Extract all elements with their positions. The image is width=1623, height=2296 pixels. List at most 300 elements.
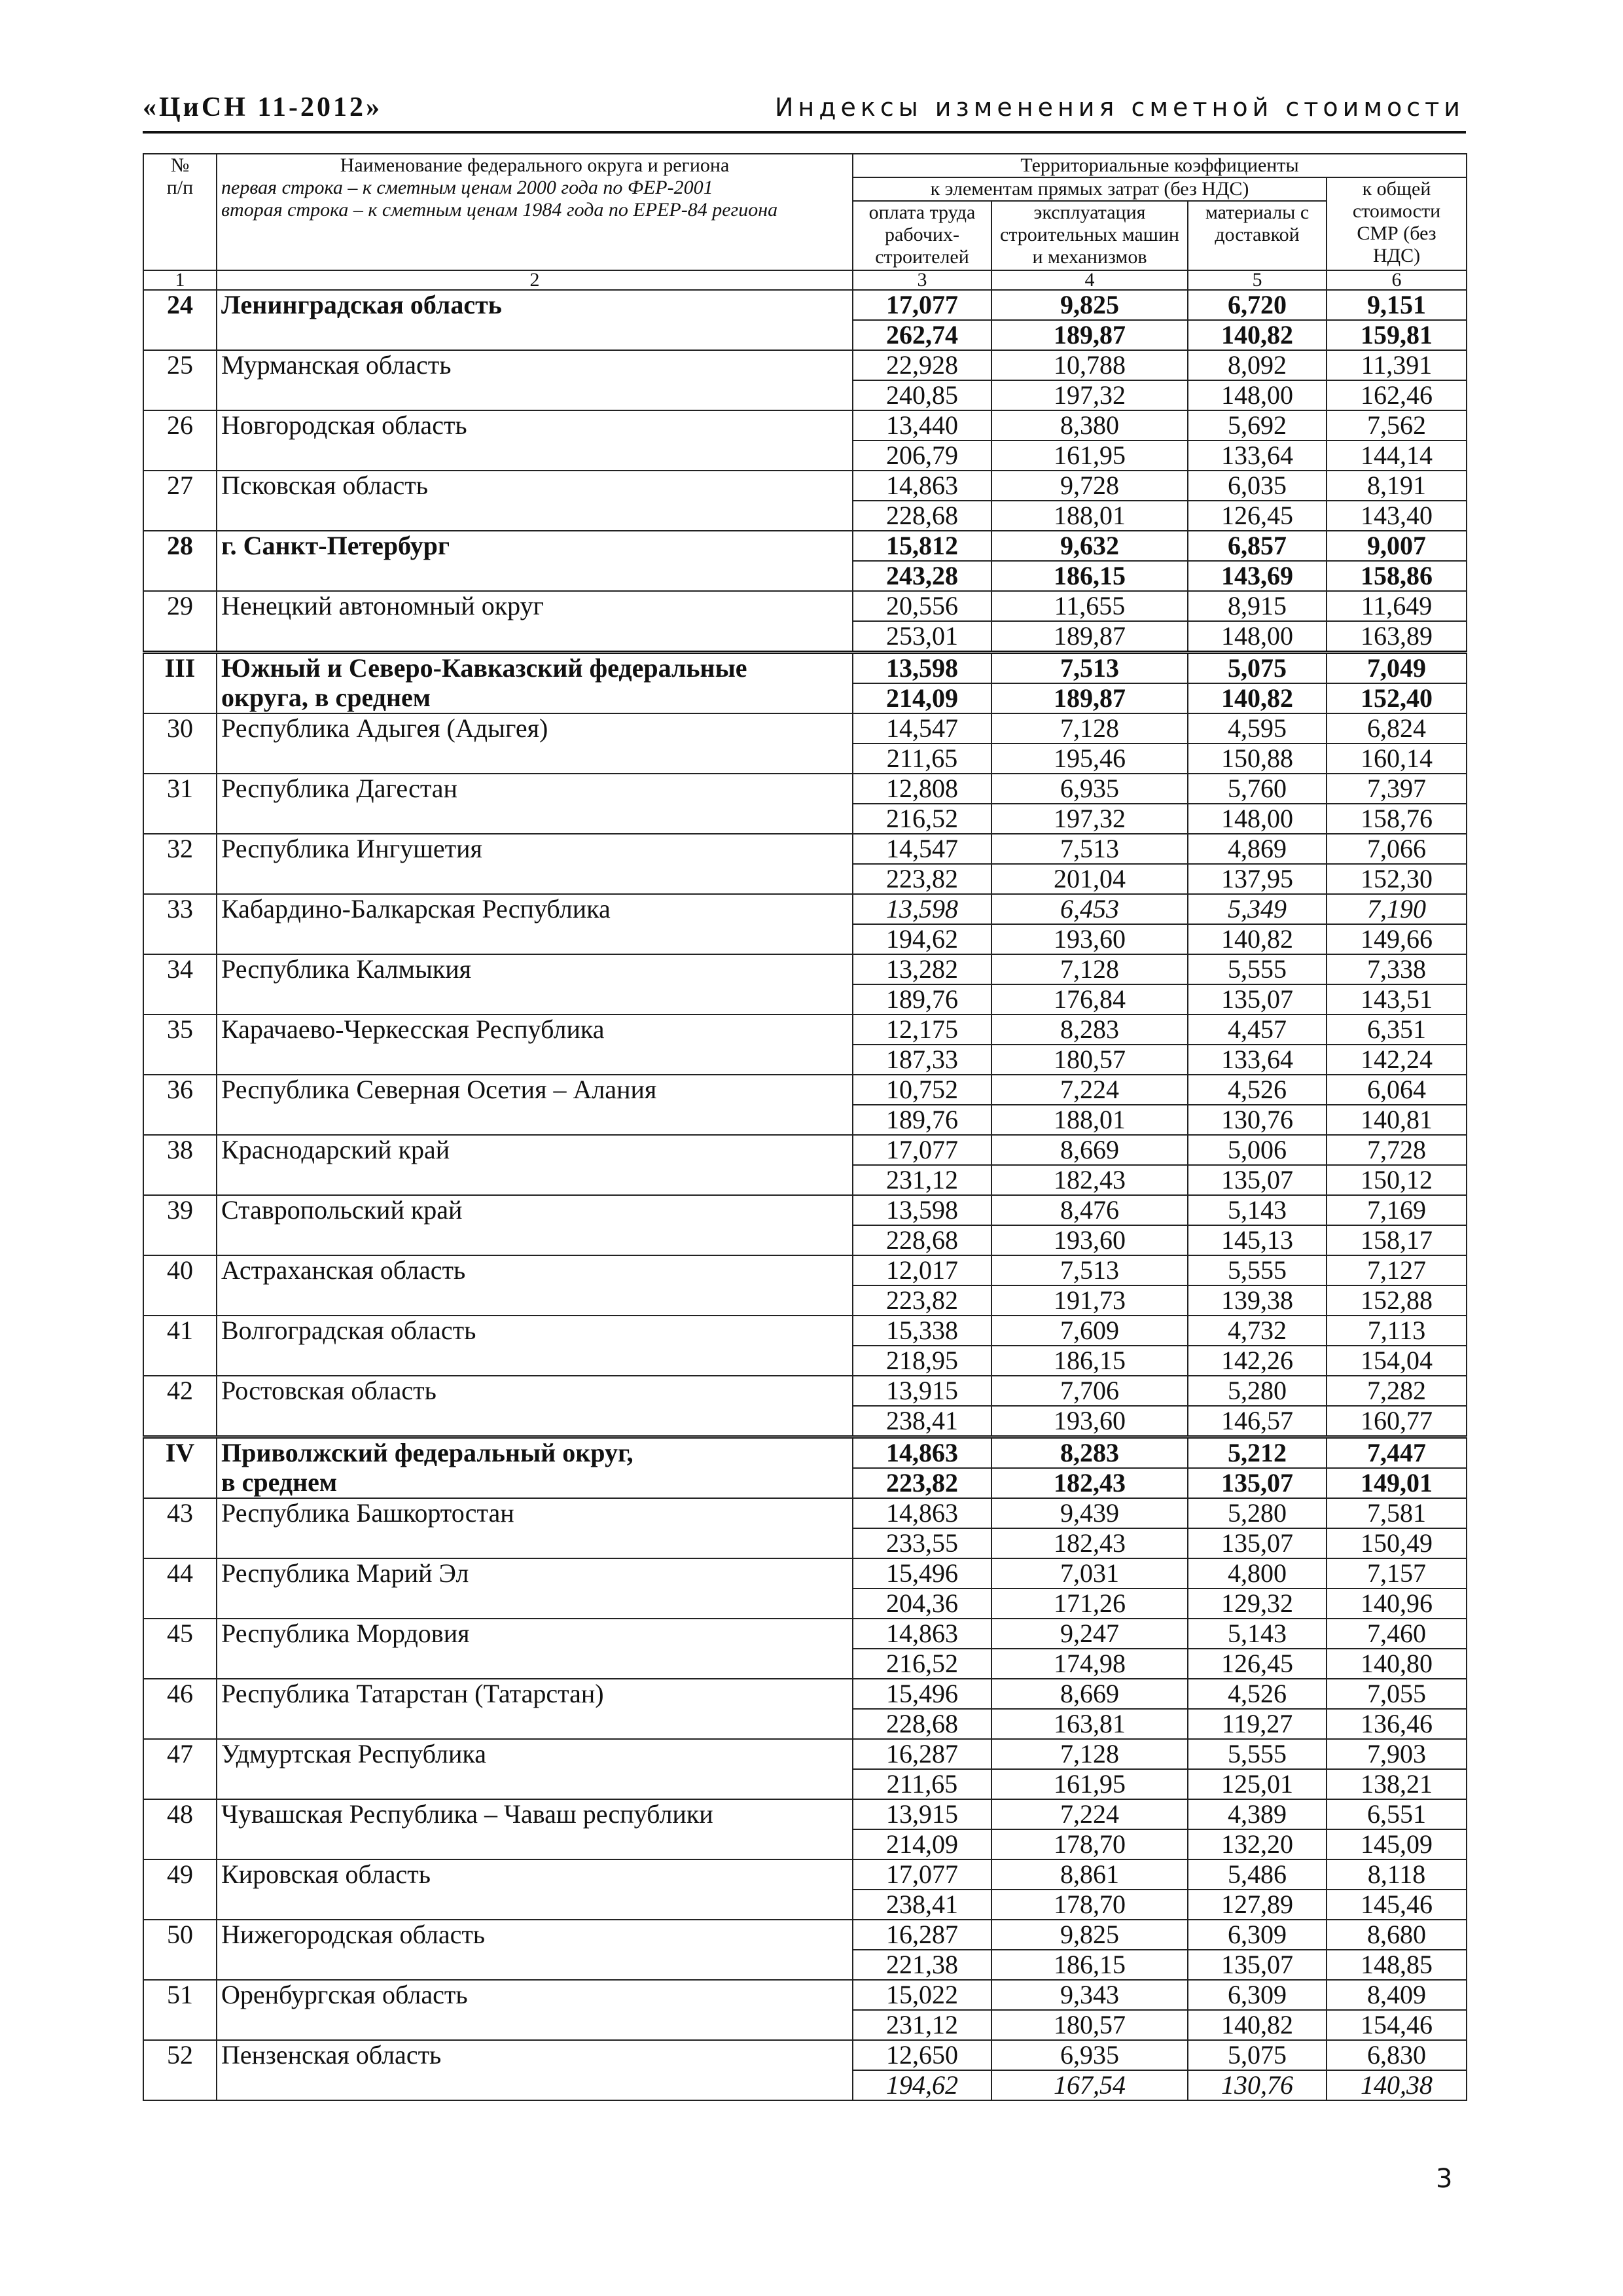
table-row <box>143 1498 1467 1528</box>
value-2000: 7,224 <box>991 1799 1188 1829</box>
table-row <box>143 1739 1467 1769</box>
value-1984: 133,64 <box>1188 1045 1327 1075</box>
value-2000: 7,127 <box>1327 1255 1467 1285</box>
value-1984: 204,36 <box>853 1588 991 1619</box>
table-row <box>143 653 1467 684</box>
table-row <box>143 1920 1467 1950</box>
value-2000: 8,669 <box>991 1679 1188 1709</box>
region-name: Астраханская область <box>217 1255 853 1316</box>
value-2000: 5,075 <box>1188 2040 1327 2070</box>
value-1984: 189,87 <box>991 320 1188 350</box>
value-1984: 130,76 <box>1188 1105 1327 1135</box>
value-1984: 152,88 <box>1327 1285 1467 1316</box>
row-number: III <box>143 653 217 714</box>
value-1984: 129,32 <box>1188 1588 1327 1619</box>
row-number: 27 <box>143 471 217 531</box>
value-2000: 5,212 <box>1188 1437 1327 1469</box>
value-2000: 8,118 <box>1327 1859 1467 1890</box>
value-1984: 194,62 <box>853 2070 991 2100</box>
value-1984: 221,38 <box>853 1950 991 1980</box>
value-2000: 4,800 <box>1188 1558 1327 1588</box>
row-number: 32 <box>143 834 217 894</box>
value-2000: 7,706 <box>991 1376 1188 1406</box>
value-2000: 8,191 <box>1327 471 1467 501</box>
value-1984: 189,76 <box>853 984 991 1014</box>
value-2000: 12,017 <box>853 1255 991 1285</box>
value-1984: 193,60 <box>991 1406 1188 1437</box>
row-number: 41 <box>143 1316 217 1376</box>
value-1984: 186,15 <box>991 1346 1188 1376</box>
row-number: 24 <box>143 290 217 350</box>
value-2000: 7,728 <box>1327 1135 1467 1165</box>
col-no-header: № п/п <box>143 154 217 270</box>
value-2000: 5,075 <box>1188 653 1327 684</box>
value-1984: 135,07 <box>1188 984 1327 1014</box>
value-1984: 140,82 <box>1188 683 1327 713</box>
machines-header: эксплуатация строительных машин и механизмов <box>991 201 1188 270</box>
table-row <box>143 774 1467 804</box>
value-1984: 143,40 <box>1327 501 1467 531</box>
table-row <box>143 894 1467 924</box>
table-row <box>143 1558 1467 1588</box>
page-number: 3 <box>1436 2164 1453 2194</box>
region-name: Краснодарский край <box>217 1135 853 1195</box>
value-2000: 6,351 <box>1327 1014 1467 1045</box>
table-row <box>143 350 1467 380</box>
value-2000: 5,555 <box>1188 1739 1327 1769</box>
value-1984: 182,43 <box>991 1528 1188 1558</box>
value-1984: 193,60 <box>991 1225 1188 1255</box>
table-row <box>143 954 1467 984</box>
colnum-2: 2 <box>217 270 853 290</box>
region-name: Республика Северная Осетия – Алания <box>217 1075 853 1135</box>
table-row <box>143 290 1467 320</box>
region-name: Оренбургская область <box>217 1980 853 2040</box>
table-head <box>143 154 1467 290</box>
value-1984: 189,87 <box>991 683 1188 713</box>
value-2000: 5,760 <box>1188 774 1327 804</box>
region-name-cont: в среднем <box>217 1468 853 1498</box>
value-1984: 191,73 <box>991 1285 1188 1316</box>
value-1984: 176,84 <box>991 984 1188 1014</box>
value-2000: 7,903 <box>1327 1739 1467 1769</box>
value-2000: 13,598 <box>853 894 991 924</box>
value-1984: 152,40 <box>1327 683 1467 713</box>
region-name-cont: округа, в среднем <box>217 683 853 713</box>
value-2000: 11,655 <box>991 591 1188 621</box>
value-2000: 7,128 <box>991 1739 1188 1769</box>
value-2000: 7,031 <box>991 1558 1188 1588</box>
value-1984: 180,57 <box>991 1045 1188 1075</box>
row-number: 25 <box>143 350 217 410</box>
value-2000: 13,282 <box>853 954 991 984</box>
value-2000: 4,526 <box>1188 1075 1327 1105</box>
value-1984: 178,70 <box>991 1890 1188 1920</box>
row-number: 52 <box>143 2040 217 2100</box>
value-1984: 159,81 <box>1327 320 1467 350</box>
value-1984: 189,76 <box>853 1105 991 1135</box>
value-1984: 193,60 <box>991 924 1188 954</box>
region-name: Южный и Северо-Кавказский федеральные <box>217 653 853 684</box>
value-1984: 161,95 <box>991 1769 1188 1799</box>
value-2000: 15,496 <box>853 1679 991 1709</box>
value-1984: 152,30 <box>1327 864 1467 894</box>
value-1984: 149,01 <box>1327 1468 1467 1498</box>
value-2000: 7,609 <box>991 1316 1188 1346</box>
value-2000: 8,476 <box>991 1195 1188 1225</box>
value-2000: 14,863 <box>853 1437 991 1469</box>
value-1984: 160,77 <box>1327 1406 1467 1437</box>
value-2000: 14,863 <box>853 1498 991 1528</box>
table-row <box>143 834 1467 864</box>
value-1984: 140,96 <box>1327 1588 1467 1619</box>
value-1984: 231,12 <box>853 1165 991 1195</box>
value-1984: 140,80 <box>1327 1649 1467 1679</box>
value-1984: 140,38 <box>1327 2070 1467 2100</box>
value-1984: 214,09 <box>853 683 991 713</box>
value-2000: 5,143 <box>1188 1619 1327 1649</box>
region-name: Пензенская область <box>217 2040 853 2100</box>
region-name: г. Санкт-Петербург <box>217 531 853 591</box>
value-1984: 188,01 <box>991 501 1188 531</box>
value-1984: 154,04 <box>1327 1346 1467 1376</box>
value-1984: 136,46 <box>1327 1709 1467 1739</box>
region-name: Республика Татарстан (Татарстан) <box>217 1679 853 1739</box>
value-2000: 6,857 <box>1188 531 1327 561</box>
table-row <box>143 2040 1467 2070</box>
table-row <box>143 1619 1467 1649</box>
value-2000: 7,128 <box>991 954 1188 984</box>
table-row <box>143 1376 1467 1406</box>
value-2000: 5,692 <box>1188 410 1327 440</box>
value-2000: 4,389 <box>1188 1799 1327 1829</box>
value-2000: 9,825 <box>991 290 1188 320</box>
value-2000: 6,935 <box>991 774 1188 804</box>
value-1984: 154,46 <box>1327 2010 1467 2040</box>
table-row <box>143 683 1467 713</box>
direct-costs-header: к элементам прямых затрат (без НДС) <box>853 177 1327 201</box>
value-2000: 14,863 <box>853 1619 991 1649</box>
value-1984: 243,28 <box>853 561 991 591</box>
table-row <box>143 1075 1467 1105</box>
row-number: 38 <box>143 1135 217 1195</box>
value-1984: 139,38 <box>1188 1285 1327 1316</box>
value-2000: 4,595 <box>1188 713 1327 744</box>
name-header-line1: первая строка – к сметным ценам 2000 года по ФЕР-2001 <box>221 177 713 198</box>
value-2000: 8,092 <box>1188 350 1327 380</box>
value-1984: 187,33 <box>853 1045 991 1075</box>
value-2000: 10,752 <box>853 1075 991 1105</box>
value-2000: 12,175 <box>853 1014 991 1045</box>
value-2000: 7,338 <box>1327 954 1467 984</box>
page-header <box>143 92 1465 131</box>
value-2000: 5,486 <box>1188 1859 1327 1890</box>
value-1984: 201,04 <box>991 864 1188 894</box>
colnum-6: 6 <box>1327 270 1467 290</box>
value-2000: 7,282 <box>1327 1376 1467 1406</box>
table-row <box>143 1316 1467 1346</box>
labor-header: оплата труда рабочих-строителей <box>853 201 991 270</box>
region-name: Нижегородская область <box>217 1920 853 1980</box>
value-1984: 167,54 <box>991 2070 1188 2100</box>
value-1984: 174,98 <box>991 1649 1188 1679</box>
value-1984: 140,82 <box>1188 2010 1327 2040</box>
value-2000: 7,169 <box>1327 1195 1467 1225</box>
value-1984: 143,69 <box>1188 561 1327 591</box>
value-1984: 130,76 <box>1188 2070 1327 2100</box>
value-2000: 7,460 <box>1327 1619 1467 1649</box>
value-1984: 206,79 <box>853 440 991 471</box>
value-1984: 171,26 <box>991 1588 1188 1619</box>
colnum-4: 4 <box>991 270 1188 290</box>
region-name: Карачаево-Черкесская Республика <box>217 1014 853 1075</box>
value-1984: 150,49 <box>1327 1528 1467 1558</box>
col-name-header <box>217 154 853 270</box>
value-2000: 5,555 <box>1188 1255 1327 1285</box>
table-row <box>143 410 1467 440</box>
value-1984: 218,95 <box>853 1346 991 1376</box>
table-row <box>143 1468 1467 1498</box>
value-2000: 6,824 <box>1327 713 1467 744</box>
row-number: 48 <box>143 1799 217 1859</box>
value-1984: 127,89 <box>1188 1890 1327 1920</box>
value-1984: 143,51 <box>1327 984 1467 1014</box>
region-name: Республика Адыгея (Адыгея) <box>217 713 853 774</box>
value-1984: 125,01 <box>1188 1769 1327 1799</box>
value-1984: 197,32 <box>991 380 1188 410</box>
row-number: 36 <box>143 1075 217 1135</box>
table-row <box>143 1437 1467 1469</box>
row-number: 46 <box>143 1679 217 1739</box>
value-1984: 223,82 <box>853 1468 991 1498</box>
row-number: 40 <box>143 1255 217 1316</box>
region-name: Республика Мордовия <box>217 1619 853 1679</box>
value-2000: 13,598 <box>853 1195 991 1225</box>
value-2000: 7,055 <box>1327 1679 1467 1709</box>
region-name: Удмуртская Республика <box>217 1739 853 1799</box>
row-number: 34 <box>143 954 217 1014</box>
value-1984: 197,32 <box>991 804 1188 834</box>
region-name: Республика Башкортостан <box>217 1498 853 1558</box>
value-2000: 9,007 <box>1327 531 1467 561</box>
value-2000: 20,556 <box>853 591 991 621</box>
value-1984: 240,85 <box>853 380 991 410</box>
value-1984: 158,17 <box>1327 1225 1467 1255</box>
value-2000: 7,190 <box>1327 894 1467 924</box>
table-row <box>143 1195 1467 1225</box>
value-2000: 15,022 <box>853 1980 991 2010</box>
table-body <box>143 290 1467 2100</box>
value-1984: 135,07 <box>1188 1468 1327 1498</box>
value-2000: 12,650 <box>853 2040 991 2070</box>
value-2000: 9,825 <box>991 1920 1188 1950</box>
value-1984: 135,07 <box>1188 1165 1327 1195</box>
value-2000: 16,287 <box>853 1739 991 1769</box>
value-1984: 140,81 <box>1327 1105 1467 1135</box>
value-1984: 126,45 <box>1188 1649 1327 1679</box>
value-1984: 233,55 <box>853 1528 991 1558</box>
value-1984: 140,82 <box>1188 320 1327 350</box>
value-1984: 144,14 <box>1327 440 1467 471</box>
value-1984: 195,46 <box>991 744 1188 774</box>
value-2000: 13,915 <box>853 1376 991 1406</box>
value-1984: 148,00 <box>1188 380 1327 410</box>
row-number: 49 <box>143 1859 217 1920</box>
document-title: Индексы изменения сметной стоимости <box>774 93 1465 122</box>
value-1984: 158,76 <box>1327 804 1467 834</box>
value-2000: 7,066 <box>1327 834 1467 864</box>
value-2000: 6,935 <box>991 2040 1188 2070</box>
row-number: 35 <box>143 1014 217 1075</box>
value-1984: 223,82 <box>853 864 991 894</box>
row-number: 44 <box>143 1558 217 1619</box>
colnum-5: 5 <box>1188 270 1327 290</box>
value-2000: 6,720 <box>1188 290 1327 320</box>
value-2000: 15,812 <box>853 531 991 561</box>
value-2000: 5,280 <box>1188 1376 1327 1406</box>
value-1984: 216,52 <box>853 804 991 834</box>
header-rule <box>143 131 1466 134</box>
value-1984: 160,14 <box>1327 744 1467 774</box>
value-1984: 188,01 <box>991 1105 1188 1135</box>
value-2000: 16,287 <box>853 1920 991 1950</box>
colnum-3: 3 <box>853 270 991 290</box>
value-2000: 7,049 <box>1327 653 1467 684</box>
value-2000: 9,439 <box>991 1498 1188 1528</box>
value-1984: 211,65 <box>853 744 991 774</box>
region-name: Чувашская Республика – Чаваш республики <box>217 1799 853 1859</box>
value-1984: 161,95 <box>991 440 1188 471</box>
region-name: Ненецкий автономный округ <box>217 591 853 653</box>
value-2000: 8,283 <box>991 1014 1188 1045</box>
value-2000: 7,581 <box>1327 1498 1467 1528</box>
colnum-1: 1 <box>143 270 217 290</box>
value-2000: 8,680 <box>1327 1920 1467 1950</box>
value-1984: 140,82 <box>1188 924 1327 954</box>
value-1984: 253,01 <box>853 621 991 653</box>
value-2000: 22,928 <box>853 350 991 380</box>
value-1984: 180,57 <box>991 2010 1188 2040</box>
table-row <box>143 1679 1467 1709</box>
value-2000: 7,513 <box>991 1255 1188 1285</box>
table-row <box>143 713 1467 744</box>
value-1984: 162,46 <box>1327 380 1467 410</box>
value-1984: 145,46 <box>1327 1890 1467 1920</box>
value-2000: 7,157 <box>1327 1558 1467 1588</box>
value-2000: 7,224 <box>991 1075 1188 1105</box>
value-1984: 137,95 <box>1188 864 1327 894</box>
value-2000: 8,861 <box>991 1859 1188 1890</box>
row-number: 45 <box>143 1619 217 1679</box>
row-number: 47 <box>143 1739 217 1799</box>
value-1984: 228,68 <box>853 1225 991 1255</box>
name-header-line2: вторая строка – к сметным ценам 1984 года по ЕРЕР-84 региона <box>221 199 778 221</box>
region-name: Республика Калмыкия <box>217 954 853 1014</box>
region-name: Новгородская область <box>217 410 853 471</box>
region-name: Мурманская область <box>217 350 853 410</box>
document-code: «ЦиСН 11-2012» <box>143 92 383 122</box>
value-2000: 14,547 <box>853 834 991 864</box>
value-1984: 132,20 <box>1188 1829 1327 1859</box>
region-name: Республика Марий Эл <box>217 1558 853 1619</box>
value-2000: 9,151 <box>1327 290 1467 320</box>
value-1984: 186,15 <box>991 561 1188 591</box>
value-1984: 135,07 <box>1188 1950 1327 1980</box>
value-1984: 182,43 <box>991 1468 1188 1498</box>
row-number: 51 <box>143 1980 217 2040</box>
value-2000: 14,547 <box>853 713 991 744</box>
row-number: IV <box>143 1437 217 1499</box>
value-1984: 211,65 <box>853 1769 991 1799</box>
region-name: Ставропольский край <box>217 1195 853 1255</box>
value-2000: 5,555 <box>1188 954 1327 984</box>
value-2000: 15,496 <box>853 1558 991 1588</box>
row-number: 43 <box>143 1498 217 1558</box>
region-name: Республика Ингушетия <box>217 834 853 894</box>
table-row <box>143 1799 1467 1829</box>
value-1984: 146,57 <box>1188 1406 1327 1437</box>
value-2000: 4,869 <box>1188 834 1327 864</box>
value-2000: 7,128 <box>991 713 1188 744</box>
table-row <box>143 531 1467 561</box>
value-2000: 6,064 <box>1327 1075 1467 1105</box>
value-1984: 231,12 <box>853 2010 991 2040</box>
value-2000: 5,280 <box>1188 1498 1327 1528</box>
value-2000: 4,732 <box>1188 1316 1327 1346</box>
value-2000: 9,632 <box>991 531 1188 561</box>
value-2000: 7,397 <box>1327 774 1467 804</box>
value-1984: 216,52 <box>853 1649 991 1679</box>
value-2000: 7,513 <box>991 653 1188 684</box>
table-row <box>143 1014 1467 1045</box>
territorial-header: Территориальные коэффициенты <box>853 154 1467 177</box>
value-2000: 6,453 <box>991 894 1188 924</box>
value-1984: 158,86 <box>1327 561 1467 591</box>
value-2000: 7,513 <box>991 834 1188 864</box>
value-2000: 5,143 <box>1188 1195 1327 1225</box>
table-row <box>143 1135 1467 1165</box>
value-1984: 126,45 <box>1188 501 1327 531</box>
row-number: 42 <box>143 1376 217 1437</box>
row-number: 28 <box>143 531 217 591</box>
value-2000: 14,863 <box>853 471 991 501</box>
value-2000: 8,283 <box>991 1437 1188 1469</box>
row-number: 26 <box>143 410 217 471</box>
coefficients-table <box>143 153 1467 2101</box>
value-1984: 145,13 <box>1188 1225 1327 1255</box>
value-1984: 178,70 <box>991 1829 1188 1859</box>
region-name: Кабардино-Балкарская Республика <box>217 894 853 954</box>
value-1984: 189,87 <box>991 621 1188 653</box>
table-row <box>143 471 1467 501</box>
value-2000: 13,440 <box>853 410 991 440</box>
materials-header: материалы с доставкой <box>1188 201 1327 270</box>
value-2000: 11,649 <box>1327 591 1467 621</box>
value-2000: 15,338 <box>853 1316 991 1346</box>
value-2000: 10,788 <box>991 350 1188 380</box>
value-1984: 150,88 <box>1188 744 1327 774</box>
value-2000: 17,077 <box>853 1859 991 1890</box>
table-row <box>143 591 1467 621</box>
value-1984: 228,68 <box>853 1709 991 1739</box>
value-1984: 214,09 <box>853 1829 991 1859</box>
value-2000: 7,113 <box>1327 1316 1467 1346</box>
value-1984: 145,09 <box>1327 1829 1467 1859</box>
value-1984: 142,26 <box>1188 1346 1327 1376</box>
value-2000: 7,447 <box>1327 1437 1467 1469</box>
table-row <box>143 1859 1467 1890</box>
row-number: 31 <box>143 774 217 834</box>
